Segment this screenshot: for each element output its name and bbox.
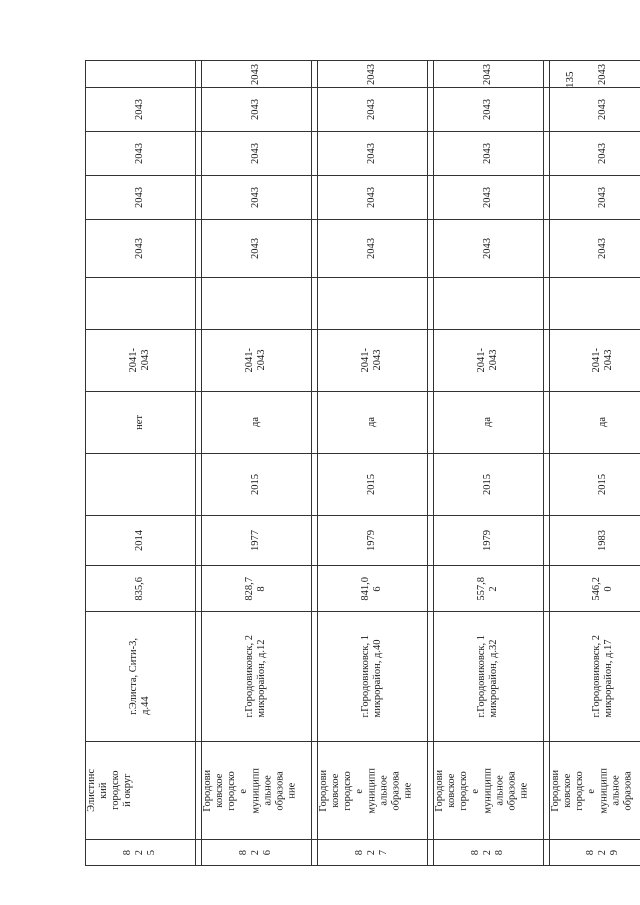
year-cell-4 (550, 88, 640, 132)
address-cell-text: г.Городовиковск, 2 микрорайон, д.12 (244, 635, 268, 718)
flag-cell-text: да (250, 417, 262, 428)
year-cell-2-text: 2043 (366, 187, 378, 208)
municipality-cell-text: Городови ковское городско е муниципп альное образова (550, 767, 634, 814)
year-cell-1-text: 2043 (134, 238, 146, 259)
page-number: 135 (564, 71, 576, 89)
year-cell-4-text: 2043 (250, 99, 262, 120)
address-cell-text: г.Элиста, Сити-3, д.44 (128, 638, 152, 715)
address-cell (550, 612, 640, 742)
year-repair-cell-text: 2015 (482, 474, 494, 495)
year-built-cell-text: 1977 (250, 530, 262, 551)
area-cell-text: 828,7 8 (244, 576, 268, 601)
flag-cell (86, 392, 196, 454)
blank-cell (318, 278, 428, 330)
year-cell-5-text: 2043 (366, 63, 378, 85)
flag-cell (550, 392, 640, 454)
row-number (550, 840, 640, 866)
flag-cell-text: да (597, 417, 609, 428)
year-cell-4 (434, 88, 544, 132)
year-repair-cell (550, 454, 640, 516)
area-cell-text: 546,2 0 (591, 576, 615, 601)
year-built-cell (86, 516, 196, 566)
year-cell-4-text: 2043 (482, 99, 494, 120)
year-cell-5 (550, 61, 640, 88)
year-cell-2-text: 2043 (597, 187, 609, 208)
year-cell-2-text: 2043 (134, 187, 146, 208)
flag-cell (318, 392, 428, 454)
year-cell-3-text: 2043 (597, 143, 609, 164)
year-built-cell (318, 516, 428, 566)
period-cell (550, 330, 640, 392)
period-cell (318, 330, 428, 392)
year-repair-cell-text: 2015 (250, 474, 262, 495)
year-repair-cell (86, 454, 196, 516)
municipality-cell (434, 742, 544, 840)
year-cell-3 (550, 132, 640, 176)
area-cell (318, 566, 428, 612)
blank-cell (86, 278, 196, 330)
year-cell-5 (202, 61, 312, 88)
row-number-text: 8 2 8 (470, 849, 506, 856)
year-cell-1 (550, 220, 640, 278)
year-cell-3-text: 2043 (366, 143, 378, 164)
area-cell-text: 841,0 6 (360, 576, 384, 601)
address-cell (86, 612, 196, 742)
period-cell (202, 330, 312, 392)
year-cell-4 (86, 88, 196, 132)
year-cell-4-text: 2043 (597, 99, 609, 120)
address-cell-text: г.Городовиковск, 2 микрорайон, д.17 (591, 635, 615, 718)
address-cell (202, 612, 312, 742)
row-number (202, 840, 312, 866)
area-cell-text: 835,6 (134, 576, 146, 601)
year-cell-2 (86, 176, 196, 220)
row-number-text: 8 2 9 (585, 849, 621, 856)
blank-cell (434, 278, 544, 330)
year-built-cell (202, 516, 312, 566)
year-cell-2 (318, 176, 428, 220)
flag-cell-text: да (366, 417, 378, 428)
period-cell-text: 2041- 2043 (591, 348, 615, 373)
municipality-cell (86, 742, 196, 840)
flag-cell (434, 392, 544, 454)
year-cell-5-text: 2043 (597, 63, 609, 85)
row-number (86, 840, 196, 866)
year-built-cell-text: 1979 (482, 530, 494, 551)
year-cell-4-text: 2043 (134, 99, 146, 120)
year-cell-4 (318, 88, 428, 132)
year-built-cell-text: 2014 (134, 530, 146, 551)
municipality-cell-text: Элистинс кий городско й округ (86, 769, 134, 812)
year-cell-5 (434, 61, 544, 88)
area-cell (86, 566, 196, 612)
period-cell-text: 2041- 2043 (360, 348, 384, 373)
year-cell-3 (434, 132, 544, 176)
year-built-cell (434, 516, 544, 566)
flag-cell (202, 392, 312, 454)
year-cell-2-text: 2043 (250, 187, 262, 208)
year-cell-5 (318, 61, 428, 88)
year-cell-4 (202, 88, 312, 132)
year-cell-2 (434, 176, 544, 220)
row-number-text: 8 2 5 (122, 849, 158, 856)
year-built-cell-text: 1983 (597, 530, 609, 551)
year-cell-1-text: 2043 (482, 238, 494, 259)
address-cell-text: г.Городовиковск, 1 микрорайон, д.40 (360, 635, 384, 718)
municipality-cell-text: Городови ковское городско е муниципп альное образова ние (434, 767, 530, 814)
year-cell-2 (202, 176, 312, 220)
year-repair-cell (318, 454, 428, 516)
year-cell-5 (86, 61, 196, 88)
year-cell-1-text: 2043 (597, 238, 609, 259)
blank-cell (202, 278, 312, 330)
year-cell-1-text: 2043 (366, 238, 378, 259)
period-cell-text: 2041- 2043 (476, 348, 500, 373)
year-cell-2 (550, 176, 640, 220)
period-cell (434, 330, 544, 392)
year-cell-1 (434, 220, 544, 278)
year-cell-3 (202, 132, 312, 176)
year-cell-3-text: 2043 (134, 143, 146, 164)
municipality-cell (550, 742, 640, 840)
flag-cell-text: да (482, 417, 494, 428)
year-built-cell-text: 1979 (366, 530, 378, 551)
year-built-cell (550, 516, 640, 566)
municipality-cell-text: Городови ковское городско е муниципп альное образова ние (202, 767, 298, 814)
area-cell-text: 557,8 2 (476, 576, 500, 601)
municipality-cell (318, 742, 428, 840)
year-cell-1 (318, 220, 428, 278)
year-cell-3-text: 2043 (250, 143, 262, 164)
year-repair-cell-text: 2015 (366, 474, 378, 495)
address-cell-text: г.Городовиковск, 1 микрорайон, д.32 (476, 635, 500, 718)
row-number (318, 840, 428, 866)
address-cell (434, 612, 544, 742)
year-cell-3-text: 2043 (482, 143, 494, 164)
year-cell-1 (86, 220, 196, 278)
area-cell (434, 566, 544, 612)
area-cell (550, 566, 640, 612)
municipality-cell (202, 742, 312, 840)
period-cell (86, 330, 196, 392)
year-repair-cell (434, 454, 544, 516)
municipality-cell-text: Городови ковское городско е муниципп альное образова ние (318, 767, 414, 814)
housing-table (85, 60, 640, 866)
blank-cell (550, 278, 640, 330)
row-number-text: 8 2 7 (354, 849, 390, 856)
year-repair-cell (202, 454, 312, 516)
flag-cell-text: нет (134, 415, 146, 430)
year-cell-3 (318, 132, 428, 176)
year-cell-2-text: 2043 (482, 187, 494, 208)
area-cell (202, 566, 312, 612)
period-cell-text: 2041- 2043 (244, 348, 268, 373)
row-number-text: 8 2 6 (238, 849, 274, 856)
year-repair-cell-text: 2015 (597, 474, 609, 495)
year-cell-5-text: 2043 (250, 63, 262, 85)
address-cell (318, 612, 428, 742)
year-cell-1 (202, 220, 312, 278)
period-cell-text: 2041- 2043 (128, 348, 152, 373)
year-cell-4-text: 2043 (366, 99, 378, 120)
year-cell-1-text: 2043 (250, 238, 262, 259)
year-cell-5-text: 2043 (482, 63, 494, 85)
year-cell-3 (86, 132, 196, 176)
row-number (434, 840, 544, 866)
